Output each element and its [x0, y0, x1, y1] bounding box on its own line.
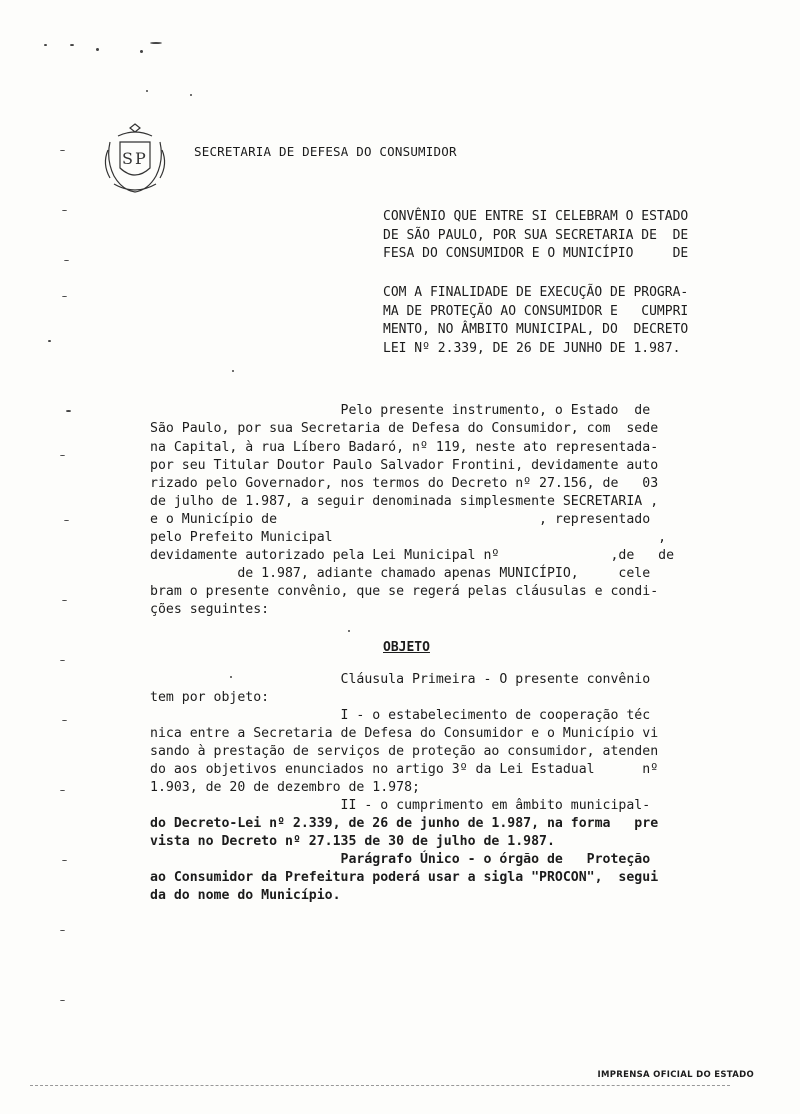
clause-line: vista no Decreto nº 27.135 de 30 de julho de 1.987.: [150, 834, 555, 849]
sao-paulo-coat-of-arms-icon: [100, 120, 170, 195]
purpose-line: MA DE PROTEÇÃO AO CONSUMIDOR E CUMPRI: [383, 303, 689, 319]
svg-text:P: P: [135, 149, 146, 168]
clause-line: da do nome do Município.: [150, 888, 341, 903]
preamble-line: de 1.987, adiante chamado apenas MUNICÍPIO, cele: [150, 566, 651, 581]
purpose-line: MENTO, NO ÂMBITO MUNICIPAL, DO DECRETO: [383, 322, 689, 337]
svg-text:S: S: [122, 149, 133, 168]
section-title-objeto: OBJETO: [383, 640, 430, 655]
preamble-line: devidamente autorizado pela Lei Municipal nº ,de de: [150, 548, 675, 563]
purpose-line: COM A FINALIDADE DE EXECUÇÃO DE PROGRA-: [383, 285, 689, 300]
preamble-line: e o Município de , representado: [150, 512, 651, 527]
preamble-line: rizado pelo Governador, nos termos do Decreto nº 27.156, de 03: [150, 476, 659, 491]
clause-line: do Decreto-Lei nº 2.339, de 26 de junho de 1.987, na forma pre: [150, 816, 659, 831]
clause-line: 1.903, de 20 de dezembro de 1.978;: [150, 780, 420, 795]
preamble-line: São Paulo, por sua Secretaria de Defesa do Consumidor, com sede: [150, 421, 659, 436]
purpose-line: LEI Nº 2.339, DE 26 DE JUNHO DE 1.987.: [383, 340, 681, 356]
preamble-line: ções seguintes:: [150, 602, 270, 617]
preamble-line: por seu Titular Doutor Paulo Salvador Frontini, devidamente auto: [150, 458, 659, 473]
agreement-purpose: [383, 284, 743, 358]
clause-line: II - o cumprimento em âmbito municipal-: [150, 798, 651, 813]
clause-line: do aos objetivos enunciados no artigo 3º da Lei Estadual nº: [150, 762, 659, 777]
summary-line: CONVÊNIO QUE ENTRE SI CELEBRAM O ESTADO: [383, 209, 689, 224]
clause-line: tem por objeto:: [150, 690, 270, 705]
clause-line: ao Consumidor da Prefeitura poderá usar a sigla "PROCON", segui: [150, 870, 659, 885]
bottom-scan-rule: [30, 1085, 730, 1087]
clause-line: nica entre a Secretaria de Defesa do Consumidor e o Município vi: [150, 726, 659, 741]
clause-line: Cláusula Primeira - O presente convênio: [150, 672, 651, 687]
clause-line: I - o estabelecimento de cooperação téc: [150, 708, 651, 723]
summary-line: DE SÃO PAULO, POR SUA SECRETARIA DE DE: [383, 227, 689, 243]
summary-line: FESA DO CONSUMIDOR E O MUNICÍPIO DE: [383, 246, 689, 261]
preamble-line: bram o presente convênio, que se regerá pelas cláusulas e condi-: [150, 584, 659, 599]
agency-name: SECRETARIA DE DEFESA DO CONSUMIDOR: [194, 144, 457, 159]
preamble-line: na Capital, à rua Líbero Badaró, nº 119, neste ato representada-: [150, 440, 659, 455]
preamble-line: de julho de 1.987, a seguir denominada simplesmente SECRETARIA ,: [150, 494, 659, 509]
agreement-summary: [383, 208, 743, 264]
preamble-line: pelo Prefeito Municipal ,: [150, 530, 667, 545]
clause-line: Parágrafo Único - o órgão de Proteção: [150, 852, 651, 867]
preamble-line: Pelo presente instrumento, o Estado de: [150, 403, 651, 418]
printer-imprint: IMPRENSA OFICIAL DO ESTADO: [597, 1070, 754, 1080]
clause-line: sando à prestação de serviços de proteção ao consumidor, atenden: [150, 744, 659, 759]
